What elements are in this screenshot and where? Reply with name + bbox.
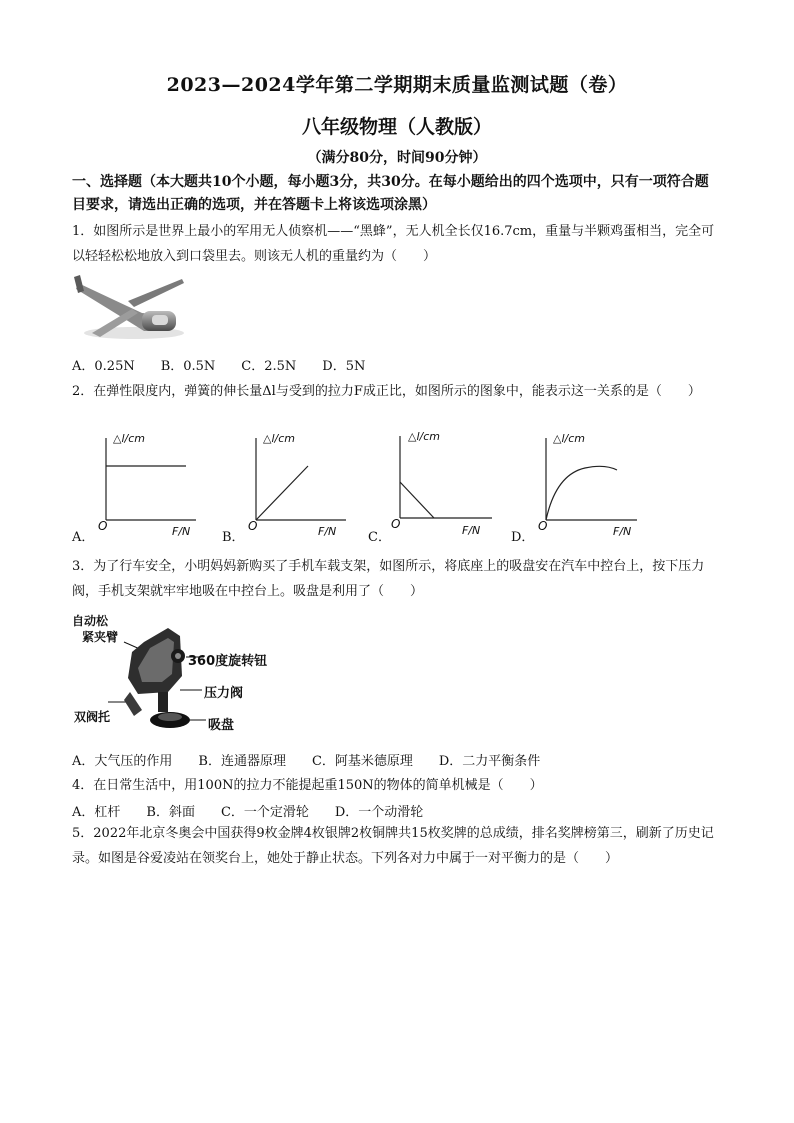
label-tray: 双阀托 [74,710,111,724]
question-5-text: 5．2022年北京冬奥会中国获得9枚金牌4枚银牌2枚铜牌共15枚奖牌的总成绩，排名奖牌榜第三，刷新了历史记录。如图是谷爱凌站在领奖台上，她处于静止状态。下列各对力中属于一对平衡力的是（ ） [72,826,714,866]
graph-d-xlabel: F/N [613,525,632,538]
graph-d-label: D． [511,530,535,545]
drone-image [72,273,188,345]
graph-a-xlabel: F/N [172,525,191,538]
graph-b [222,428,372,546]
graph-c-curve [400,482,434,518]
graph-d-origin: O [538,519,548,533]
graph-a-ylabel: △l/cm [113,432,145,445]
exam-info: （满分80分，时间90分钟） [307,150,487,166]
question-1-text: 1．如图所示是世界上最小的军用无人侦察机——“黑蜂”，无人机全长仅16.7cm，重量与半颗鸡蛋相当，完全可以轻轻松松地放入到口袋里去。则该无人机的重量约为（ ） [72,224,715,264]
question-3-text: 3．为了行车安全，小明妈妈新购买了手机车载支架，如图所示，将底座上的吸盘安在汽车中控台上，按下压力阀，手机支架就牢牢地吸在中控台上。吸盘是利用了（ ） [72,559,705,599]
label-arm-line2: 紧夹臂 [82,630,119,644]
question-2-text: 2．在弹性限度内，弹簧的伸长量Δl与受到的拉力F成正比，如图所示的图象中，能表示这一关系的是（ ） [72,384,701,399]
graph-c-xlabel: F/N [462,524,481,537]
question-4-text: 4．在日常生活中，用100N的拉力不能提起重150N的物体的简单机械是（ ） [72,778,543,793]
graph-b-xlabel: F/N [318,525,337,538]
graph-c-origin: O [391,517,401,531]
graph-a-origin: O [98,519,108,533]
question-4-options: A．杠杆 B．斜面 C．一个定滑轮 D．一个动滑轮 [72,805,424,820]
graph-c-label: C． [368,530,391,545]
section-heading: 一、选择题（本大题共10个小题，每小题3分，共30分。在每小题给出的四个选项中，只有一项符合题目要求，请选出正确的选项，并在答题卡上将该选项涂黑） [72,174,709,213]
graph-c [368,428,518,546]
graph-b-curve [256,466,308,520]
graph-b-origin: O [248,519,258,533]
graph-d [511,428,661,546]
question-3-options: A．大气压的作用 B．连通器原理 C．阿基米德原理 D．二力平衡条件 [72,754,541,769]
label-cup: 吸盘 [208,718,235,733]
label-arm-line1: 自动松 [72,614,109,628]
question-1-options: A．0.25N B．0.5N C．2.5N D．5N [72,359,366,374]
exam-title: 2023—2024学年第二学期期末质量监测试题（卷） [166,74,628,96]
graph-a [72,428,222,546]
label-valve: 压力阀 [204,686,244,701]
graph-d-curve [546,466,617,520]
graph-a-label: A． [72,530,95,545]
graph-b-ylabel: △l/cm [263,432,295,445]
exam-subtitle: 八年级物理（人教版） [301,116,492,138]
phone-holder-figure [72,612,302,738]
graph-b-label: B． [222,530,245,545]
graph-c-ylabel: △l/cm [408,430,440,443]
graph-d-ylabel: △l/cm [553,432,585,445]
label-rotate: 360度旋转钮 [188,654,268,669]
